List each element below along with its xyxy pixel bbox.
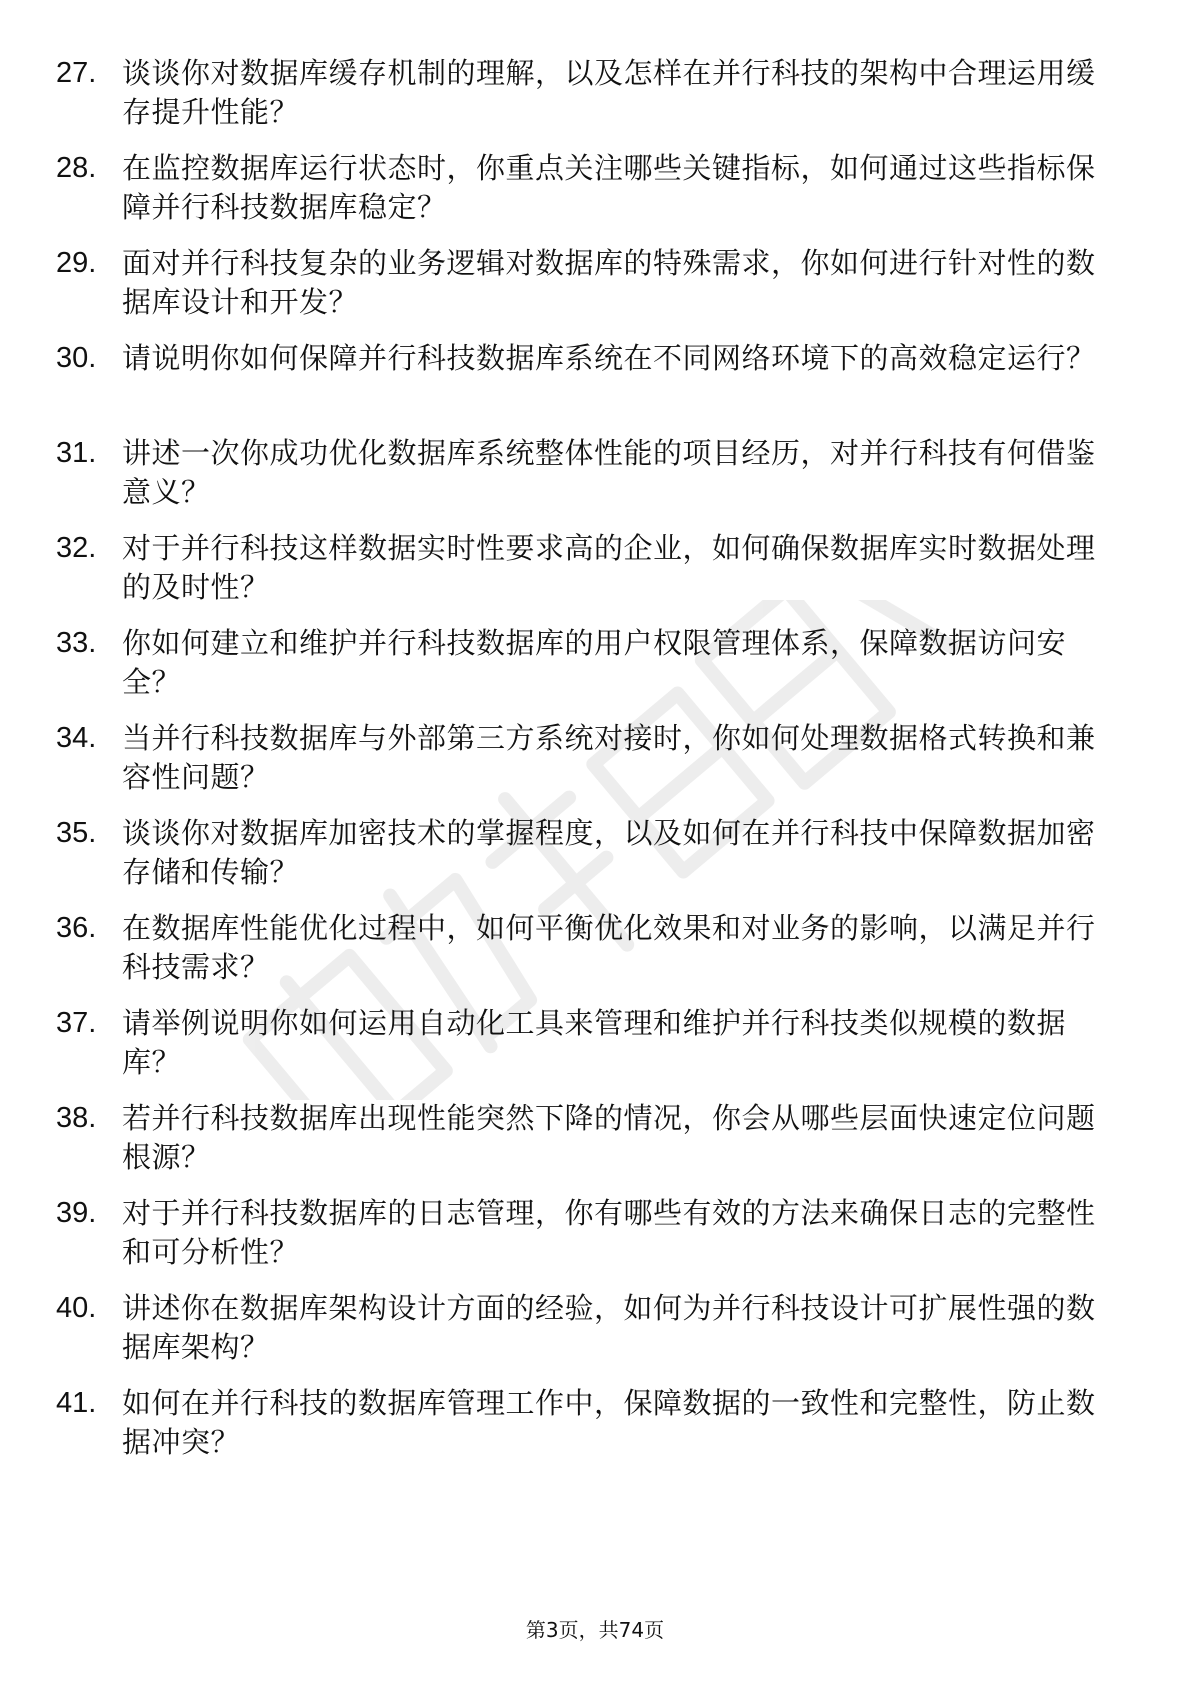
question-number: 41. (56, 1387, 97, 1419)
list-item (56, 1004, 1116, 1099)
question-number: 30. (56, 342, 97, 374)
question-text: 你如何建立和维护并行科技数据库的用户权限管理体系，保障数据访问安全？ (122, 626, 1067, 699)
list-item (56, 54, 1116, 149)
list-item (56, 909, 1116, 1004)
list-item (56, 1099, 1116, 1194)
question-number: 34. (56, 722, 97, 754)
question-text: 当并行科技数据库与外部第三方系统对接时，你如何处理数据格式转换和兼容性问题？ (122, 721, 1096, 794)
question-number: 29. (56, 247, 97, 279)
question-number: 28. (56, 152, 97, 184)
list-item (56, 339, 1116, 434)
question-text: 在数据库性能优化过程中，如何平衡优化效果和对业务的影响，以满足并行科技需求？ (122, 911, 1096, 984)
question-number: 31. (56, 437, 97, 469)
question-number: 27. (56, 57, 97, 89)
question-list (56, 54, 1116, 1479)
list-item (56, 814, 1116, 909)
question-text: 在监控数据库运行状态时，你重点关注哪些关键指标，如何通过这些指标保障并行科技数据库稳定？ (122, 151, 1096, 224)
list-item (56, 434, 1116, 529)
question-text: 谈谈你对数据库缓存机制的理解，以及怎样在并行科技的架构中合理运用缓存提升性能？ (122, 56, 1096, 129)
question-text: 请说明你如何保障并行科技数据库系统在不同网络环境下的高效稳定运行？ (122, 341, 1096, 375)
list-item (56, 244, 1116, 339)
list-item (56, 529, 1116, 624)
list-item (56, 1384, 1116, 1479)
question-number: 32. (56, 532, 97, 564)
page-footer: 第3页，共74页 (525, 1618, 665, 1642)
question-text: 讲述一次你成功优化数据库系统整体性能的项目经历，对并行科技有何借鉴意义？ (122, 436, 1096, 509)
question-number: 36. (56, 912, 97, 944)
question-text: 讲述你在数据库架构设计方面的经验，如何为并行科技设计可扩展性强的数据库架构？ (122, 1291, 1096, 1364)
question-number: 33. (56, 627, 97, 659)
list-item (56, 1194, 1116, 1289)
question-text: 面对并行科技复杂的业务逻辑对数据库的特殊需求，你如何进行针对性的数据库设计和开发？ (122, 246, 1096, 319)
question-text: 请举例说明你如何运用自动化工具来管理和维护并行科技类似规模的数据库？ (122, 1006, 1067, 1079)
question-text: 对于并行科技数据库的日志管理，你有哪些有效的方法来确保日志的完整性和可分析性？ (122, 1196, 1096, 1269)
question-text: 对于并行科技这样数据实时性要求高的企业，如何确保数据库实时数据处理的及时性？ (122, 531, 1096, 604)
question-number: 39. (56, 1197, 97, 1229)
list-item (56, 719, 1116, 814)
question-number: 37. (56, 1007, 97, 1039)
question-number: 35. (56, 817, 97, 849)
question-text: 谈谈你对数据库加密技术的掌握程度，以及如何在并行科技中保障数据加密存储和传输？ (122, 816, 1096, 889)
question-number: 38. (56, 1102, 97, 1134)
question-number: 40. (56, 1292, 97, 1324)
list-item (56, 149, 1116, 244)
list-item (56, 624, 1116, 719)
question-text: 若并行科技数据库出现性能突然下降的情况，你会从哪些层面快速定位问题根源？ (122, 1101, 1096, 1174)
list-item (56, 1289, 1116, 1384)
question-text: 如何在并行科技的数据库管理工作中，保障数据的一致性和完整性，防止数据冲突？ (122, 1386, 1096, 1459)
